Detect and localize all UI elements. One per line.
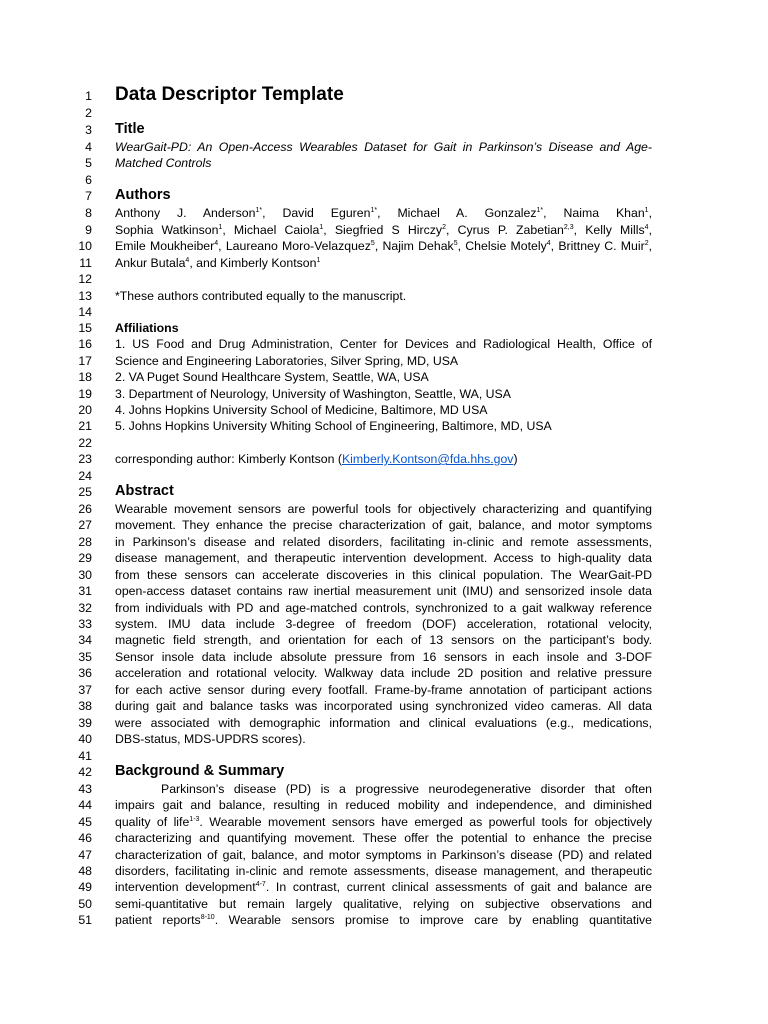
equal-contribution-note: *These authors contributed equally to the manuscript. bbox=[115, 289, 407, 303]
corresponding-author-label: corresponding author: Kimberly Kontson ( bbox=[115, 452, 342, 466]
line-number: 34 bbox=[78, 633, 92, 647]
line-number: 51 bbox=[78, 913, 92, 927]
background-line: semi-quantitative but remain largely qualitative, relying on subjective observations and bbox=[115, 897, 652, 911]
line-number: 26 bbox=[78, 502, 92, 516]
author-entry bbox=[558, 239, 652, 253]
line-number: 7 bbox=[85, 189, 92, 203]
affiliation-item: 1. US Food and Drug Administration, Center for Devices and Radiological Health, Office of bbox=[115, 337, 652, 351]
affiliation-item: 2. VA Puget Sound Healthcare System, Seattle, WA, USA bbox=[115, 370, 429, 384]
affiliation-marker: 1 bbox=[316, 257, 321, 264]
author-line bbox=[115, 222, 652, 239]
author-entry bbox=[397, 206, 546, 220]
background-line bbox=[115, 879, 652, 896]
line-number: 11 bbox=[79, 256, 92, 270]
author-line bbox=[115, 255, 652, 272]
author-entry bbox=[234, 223, 327, 237]
affiliation-marker: 1* bbox=[536, 207, 544, 214]
line-number: 15 bbox=[78, 321, 92, 335]
background-line: characterization of gait, balance, and motor symptoms in Parkinson’s disease (PD) and related bbox=[115, 848, 652, 862]
author-entry bbox=[382, 239, 461, 253]
author-entry bbox=[585, 223, 652, 237]
abstract-line: for each active sensor during every footfall. Frame-by-frame annotation of participant actions bbox=[115, 683, 652, 697]
author-separator: , bbox=[377, 206, 381, 220]
affiliation-marker: 1* bbox=[255, 207, 263, 214]
affiliation-item: 4. Johns Hopkins University School of Medicine, Baltimore, MD USA bbox=[115, 403, 488, 417]
author-separator: , bbox=[374, 239, 379, 253]
affiliation-item: 3. Department of Neurology, University of Washington, Seattle, WA, USA bbox=[115, 387, 511, 401]
background-text: intervention development bbox=[115, 880, 256, 894]
line-number: 40 bbox=[78, 732, 92, 746]
line-number: 16 bbox=[78, 337, 92, 351]
line-number: 35 bbox=[78, 650, 92, 664]
affiliation-marker: 1* bbox=[370, 207, 378, 214]
line-number: 29 bbox=[78, 551, 92, 565]
line-number: 41 bbox=[78, 749, 92, 763]
abstract-line: disease management, and therapeutic intervention development. Access to high-quality data bbox=[115, 551, 652, 565]
line-number: 3 bbox=[85, 123, 92, 137]
line-number: 20 bbox=[78, 403, 92, 417]
author-name: Michael Caiola bbox=[233, 223, 320, 237]
line-number: 37 bbox=[78, 683, 92, 697]
line-number: 45 bbox=[78, 815, 92, 829]
author-entry bbox=[115, 223, 226, 237]
affiliation-marker: 4 bbox=[185, 257, 190, 264]
line-number: 8 bbox=[85, 206, 92, 220]
affiliations-heading: Affiliations bbox=[115, 321, 179, 335]
background-line: characterizing and quantifying movement. These offer the potential to enhance the precise bbox=[115, 831, 652, 845]
author-separator: , bbox=[457, 239, 462, 253]
affiliation-marker: 2 bbox=[644, 240, 649, 247]
citation-ref: 4-7 bbox=[255, 881, 266, 888]
author-separator: , bbox=[445, 223, 450, 237]
author-entry bbox=[564, 206, 653, 220]
author-name: Ankur Butala bbox=[115, 256, 186, 270]
line-number: 1 bbox=[85, 89, 92, 103]
abstract-line: system. IMU data include 3-degree of freedom (DOF) acceleration, rotational velocity, bbox=[115, 617, 652, 631]
title-heading: Title bbox=[115, 121, 145, 137]
affiliation-marker: 5 bbox=[453, 240, 458, 247]
line-number: 5 bbox=[85, 156, 92, 170]
affiliation-marker: 5 bbox=[370, 240, 375, 247]
affiliation-marker: 1 bbox=[218, 224, 223, 231]
background-text: patient reports bbox=[115, 913, 201, 927]
author-name: Michael A. Gonzalez bbox=[397, 206, 537, 220]
background-text: . In contrast, current clinical assessments of gait and balance are bbox=[265, 880, 652, 894]
abstract-line: open-access dataset contains raw inertial measurement unit (IMU) and sensorized insole data bbox=[115, 584, 652, 598]
abstract-line: Wearable movement sensors are powerful tools for objectively characterizing and quantifying bbox=[115, 502, 652, 516]
line-number: 12 bbox=[78, 272, 92, 286]
abstract-line: during gait and balance tasks was incorporated using synchronized video cameras. All data bbox=[115, 699, 652, 713]
line-number: 22 bbox=[78, 436, 92, 450]
affiliation-marker: 1 bbox=[319, 224, 324, 231]
line-number: 24 bbox=[78, 469, 92, 483]
line-number: 39 bbox=[78, 716, 92, 730]
author-separator: , bbox=[543, 206, 547, 220]
abstract-line: Sensor insole data include absolute pressure from 16 sensors in each insole and 3-DOF bbox=[115, 650, 652, 664]
affiliation-item: 5. Johns Hopkins University Whiting School of Engineering, Baltimore, MD, USA bbox=[115, 419, 552, 433]
author-entry bbox=[220, 256, 320, 270]
abstract-line: from individuals with PD and age-matched controls, synchronized to a gait walkway reference bbox=[115, 601, 652, 615]
corresponding-email-link[interactable]: Kimberly.Kontson@fda.hhs.gov bbox=[341, 452, 514, 466]
author-separator: , bbox=[222, 223, 226, 237]
line-number: 17 bbox=[78, 354, 92, 368]
abstract-line: magnetic field strength, and orientation for each of 13 sensors on the participant’s body. bbox=[115, 633, 652, 647]
background-line: disorders, facilitating in-clinic and remote assessments, disease management, and therapeutic bbox=[115, 864, 652, 878]
background-line: impairs gait and balance, resulting in reduced mobility and independence, and diminished bbox=[115, 798, 652, 812]
affiliation-marker: 4 bbox=[546, 240, 551, 247]
line-number: 18 bbox=[78, 370, 92, 384]
author-entry bbox=[115, 256, 217, 270]
background-heading: Background & Summary bbox=[115, 763, 285, 779]
author-separator: , bbox=[323, 223, 327, 237]
line-number: 33 bbox=[78, 617, 92, 631]
line-number: 10 bbox=[78, 239, 92, 253]
author-separator: , bbox=[550, 239, 555, 253]
line-number: 46 bbox=[78, 831, 92, 845]
author-entry bbox=[226, 239, 378, 253]
background-line bbox=[115, 814, 652, 831]
line-number: 6 bbox=[85, 173, 92, 187]
line-number: 44 bbox=[78, 798, 92, 812]
author-separator: , and bbox=[189, 256, 217, 270]
line-number: 30 bbox=[78, 568, 92, 582]
abstract-line: acceleration and rotational velocity. Walkway data include 2D position and relative pressure bbox=[115, 666, 652, 680]
author-name: Kimberly Kontson bbox=[220, 256, 317, 270]
author-separator: , bbox=[648, 223, 652, 237]
author-separator: , bbox=[262, 206, 266, 220]
line-number: 19 bbox=[78, 387, 92, 401]
corresponding-author bbox=[115, 451, 652, 468]
background-text: quality of life bbox=[115, 815, 190, 829]
line-number: 28 bbox=[78, 535, 92, 549]
line-number: 2 bbox=[85, 106, 92, 120]
abstract-line: in Parkinson’s disease and related disorders, facilitating in-clinic and remote assessments, bbox=[115, 535, 652, 549]
author-separator: , bbox=[218, 239, 222, 253]
author-entry bbox=[282, 206, 380, 220]
abstract-line: DBS-status, MDS-UPDRS scores). bbox=[115, 732, 306, 746]
author-name: Emile Moukheiber bbox=[115, 239, 215, 253]
affiliation-marker: 4 bbox=[644, 224, 649, 231]
author-name: David Eguren bbox=[282, 206, 371, 220]
abstract-heading: Abstract bbox=[115, 483, 174, 499]
line-number: 23 bbox=[78, 452, 92, 466]
author-entry bbox=[465, 239, 554, 253]
author-entry bbox=[115, 239, 222, 253]
citation-ref: 8-10 bbox=[200, 914, 215, 921]
line-number: 36 bbox=[78, 666, 92, 680]
line-number: 25 bbox=[78, 485, 92, 499]
line-number: 49 bbox=[78, 880, 92, 894]
document-heading: Data Descriptor Template bbox=[115, 84, 344, 105]
affiliation-item: Science and Engineering Laboratories, Silver Spring, MD, USA bbox=[115, 354, 459, 368]
line-number: 13 bbox=[78, 289, 92, 303]
author-line bbox=[115, 205, 652, 222]
line-number: 48 bbox=[78, 864, 92, 878]
line-number: 21 bbox=[78, 419, 92, 433]
author-name: Brittney C. Muir bbox=[558, 239, 645, 253]
line-number: 50 bbox=[78, 897, 92, 911]
author-separator: , bbox=[648, 239, 652, 253]
line-number: 14 bbox=[78, 305, 92, 319]
line-number: 31 bbox=[78, 584, 92, 598]
background-text: . Wearable sensors promise to improve care by enabling quantitative bbox=[214, 913, 652, 927]
line-number: 32 bbox=[78, 601, 92, 615]
corresponding-author-close: ) bbox=[513, 452, 518, 466]
author-entry bbox=[115, 206, 266, 220]
author-name: Najim Dehak bbox=[382, 239, 454, 253]
author-separator: , bbox=[573, 223, 578, 237]
author-name: Siegfried S Hirczy bbox=[334, 223, 443, 237]
author-name: Anthony J. Anderson bbox=[115, 206, 256, 220]
line-number: 9 bbox=[85, 223, 92, 237]
citation-ref: 1-3 bbox=[189, 816, 200, 823]
author-name: Chelsie Motely bbox=[465, 239, 547, 253]
line-number: 43 bbox=[78, 782, 92, 796]
affiliation-marker: 2,3 bbox=[563, 224, 574, 231]
line-number: 42 bbox=[78, 765, 92, 779]
abstract-line: movement. They enhance the precise characterization of gait, balance, and motor symptoms bbox=[115, 518, 652, 532]
author-separator: , bbox=[648, 206, 652, 220]
line-number: 4 bbox=[85, 140, 92, 154]
line-number: 47 bbox=[78, 848, 92, 862]
line-number: 27 bbox=[78, 518, 92, 532]
author-name: Laureano Moro-Velazquez bbox=[225, 239, 371, 253]
author-name: Kelly Mills bbox=[585, 223, 645, 237]
background-line bbox=[115, 912, 652, 929]
authors-heading: Authors bbox=[115, 187, 171, 203]
author-name: Sophia Watkinson bbox=[115, 223, 219, 237]
author-entry bbox=[458, 223, 578, 237]
line-number: 38 bbox=[78, 699, 92, 713]
background-text: . Wearable movement sensors have emerged as powerful tools for objectively bbox=[199, 815, 652, 829]
paper-title-line: Matched Controls bbox=[115, 156, 212, 170]
affiliation-marker: 2 bbox=[442, 224, 446, 231]
affiliation-marker: 4 bbox=[214, 240, 219, 247]
affiliation-marker: 1 bbox=[644, 207, 649, 214]
abstract-line: from these sensors can accelerate discoveries in this clinical population. The WearGait-PD bbox=[115, 568, 652, 582]
author-name: Naima Khan bbox=[563, 206, 645, 220]
author-line bbox=[115, 238, 652, 255]
abstract-line: were associated with demographic information and clinical evaluations (e.g., medications, bbox=[115, 716, 652, 730]
author-name: Cyrus P. Zabetian bbox=[457, 223, 564, 237]
background-line: Parkinson’s disease (PD) is a progressive neurodegenerative disorder that often bbox=[161, 782, 652, 796]
author-entry bbox=[335, 223, 450, 237]
paper-title-line: WearGait-PD: An Open-Access Wearables Dataset for Gait in Parkinson’s Disease and Age- bbox=[115, 140, 652, 154]
